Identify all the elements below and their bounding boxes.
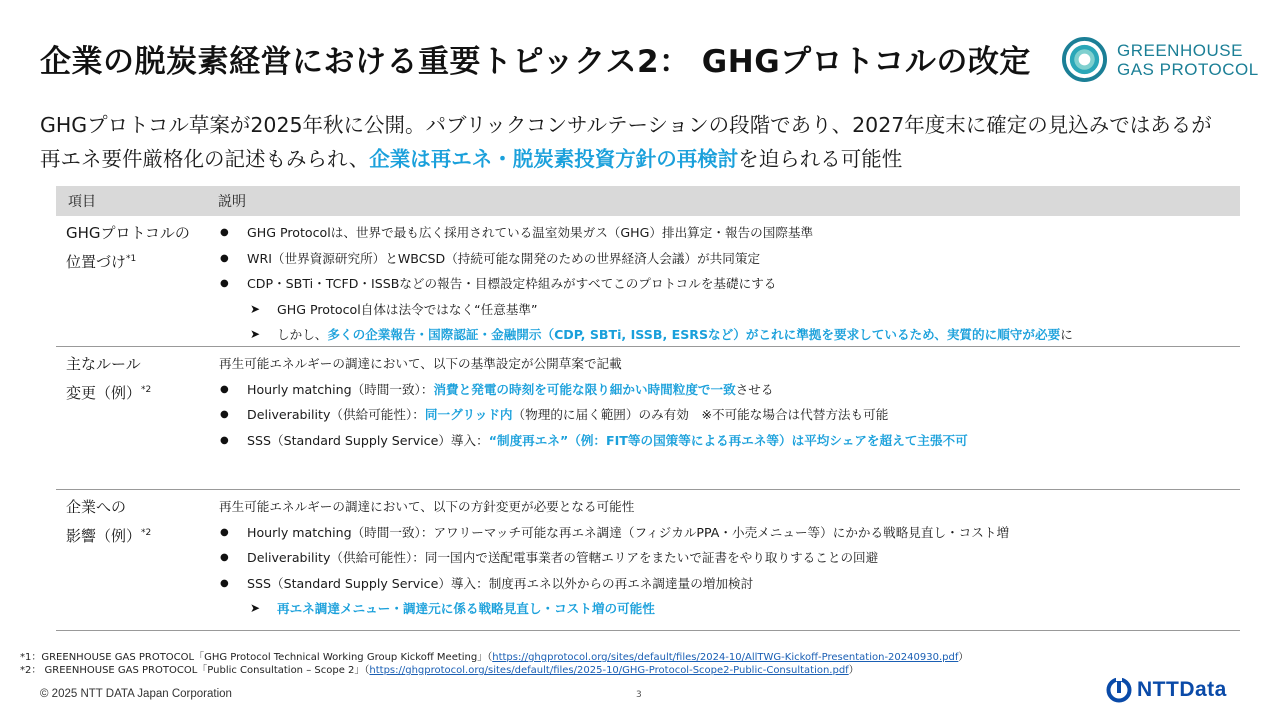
list-item: ● GHG Protocolは、世界で最も広く採用されている温室効果ガス（GHG）排出算定・報告の国際基準 — [219, 220, 1240, 246]
sub-item-highlight: 多くの企業報告・国際認証・金融開示（CDP, SBTi, ISSB, ESRSなど）がこれに準拠を要求しているため、実質的に順守が必要 — [327, 327, 1061, 342]
footnote-2 — [20, 661, 859, 676]
copyright: © 2025 NTT DATA Japan Corporation — [40, 688, 232, 700]
item-highlight: 同一グリッド内 — [424, 407, 513, 422]
page-number: 3 — [636, 690, 642, 700]
sub-list-item — [219, 322, 1240, 348]
item-highlight: 消費と発電の時刻を可能な限り細かい時間粒度で一致 — [433, 381, 736, 397]
logo-text-line2: GAS PROTOCOL — [1117, 59, 1259, 79]
footnote-link[interactable]: https://ghgprotocol.org/sites/default/files/2024-10/AllTWG-Kickoff-Presentation-20240930.pdf — [492, 652, 959, 663]
list-item: ● Deliverability（供給可能性）：同一国内で送配電事業者の管轄エリアをまたいで証書をやり取りすることの回避 — [219, 545, 1240, 571]
topics-table — [56, 186, 1240, 631]
category-line1: 企業への — [66, 498, 127, 516]
footnote-ref: *2 — [141, 385, 152, 395]
row-category — [66, 494, 151, 549]
brand-wordmark: NTTData — [1137, 678, 1227, 701]
row-category — [66, 220, 190, 275]
lead-line2 — [40, 142, 1240, 176]
lead-paragraph — [40, 108, 1240, 176]
row-description — [219, 494, 1240, 622]
row-category — [66, 351, 151, 406]
sub-item-text: GHG Protocol自体は法令ではなく“任意基準” — [277, 301, 538, 317]
list-item — [219, 428, 1240, 454]
lead-line2-end: を迫られる可能性 — [738, 147, 903, 171]
table-header — [56, 186, 1240, 216]
sub-list-item — [219, 297, 1240, 323]
header-description: 説明 — [218, 194, 246, 210]
item-text: SSS（Standard Supply Service）導入： — [247, 432, 489, 448]
lead-line2-text: 再エネ要件厳格化の記述もみられ、 — [40, 147, 370, 171]
row-description — [219, 220, 1240, 348]
category-line2: 影響（例） — [66, 527, 142, 545]
sub-item-highlight: 再エネ調達メニュー・調達元に係る戦略見直し・コスト増の可能性 — [277, 601, 655, 616]
sub-list-item — [219, 596, 1240, 622]
footnote-link[interactable]: https://ghgprotocol.org/sites/default/files/2025-10/GHG-Protocol-Scope2-Public-Consultation.pdf — [369, 665, 849, 676]
category-line1: GHGプロトコルの — [66, 224, 190, 242]
ghg-logo-icon — [1062, 37, 1107, 82]
list-item — [219, 377, 1240, 403]
item-end: （物理的に届く範囲）のみ有効 ※不可能な場合は代替方法も可能 — [512, 407, 889, 422]
item-text: Deliverability（供給可能性）： — [247, 407, 425, 422]
lead-highlight: 企業は再エネ・脱炭素投資方針の再検討 — [369, 147, 739, 171]
row-intro: 再生可能エネルギーの調達において、以下の基準設定が公開草案で記載 — [219, 356, 622, 371]
ghg-protocol-logo — [1062, 37, 1259, 82]
footnote-end: ） — [848, 665, 859, 676]
item-text: Hourly matching（時間一致）： — [247, 381, 434, 397]
arrowhead-icon: ➤ — [250, 601, 261, 615]
arrowhead-icon: ➤ — [250, 327, 261, 341]
sub-item-text: しかし、 — [277, 327, 328, 342]
table-row — [56, 490, 1240, 631]
footnote-end: ） — [958, 652, 969, 663]
footnote-text: *1：GREENHOUSE GAS PROTOCOL「GHG Protocol Technical Working Group Kickoff Meeting」（ — [20, 652, 493, 663]
list-item: ● CDP・SBTi・TCFD・ISSBなどの報告・目標設定枠組みがすべてこのプロトコルを基礎にする — [219, 271, 1240, 297]
table-row — [56, 216, 1240, 347]
ntt-data-logo — [1106, 677, 1227, 703]
table-row — [56, 347, 1240, 490]
lead-line1: GHGプロトコル草案が2025年秋に公開。パブリックコンサルテーションの段階であり、2027年度末に確定の見込みではあるが — [40, 113, 1212, 137]
category-line1: 主なルール — [66, 355, 141, 373]
ntt-data-logo-icon — [1106, 677, 1132, 703]
item-highlight: “制度再エネ”（例：FIT等の国策等による再エネ等）は平均シェアを超えて主張不可 — [488, 432, 968, 448]
sub-item-end: に — [1060, 327, 1073, 342]
item-end: させる — [735, 381, 774, 397]
arrowhead-icon: ➤ — [250, 301, 261, 316]
category-line2: 変更（例） — [66, 384, 142, 402]
logo-text-line1: GREENHOUSE — [1117, 40, 1243, 60]
slide-title: 企業の脱炭素経営における重要トピックス2： GHGプロトコルの改定 — [40, 44, 1031, 80]
footnote-ref: *2 — [141, 528, 152, 538]
row-description — [219, 351, 1240, 453]
list-item — [219, 402, 1240, 428]
header-item: 項目 — [68, 194, 96, 210]
category-line2: 位置づけ — [66, 253, 127, 271]
list-item: ● WRI（世界資源研究所）とWBCSD（持続可能な開発のための世界経済人会議）が共同策定 — [219, 246, 1240, 272]
footnote-ref: *1 — [126, 254, 137, 264]
row-intro: 再生可能エネルギーの調達において、以下の方針変更が必要となる可能性 — [219, 499, 635, 514]
list-item: ● SSS（Standard Supply Service）導入：制度再エネ以外からの再エネ調達量の増加検討 — [219, 571, 1240, 597]
list-item: ● Hourly matching（時間一致）：アワリーマッチ可能な再エネ調達（フィジカルPPA・小売メニュー等）にかかる戦略見直し・コスト増 — [219, 520, 1240, 546]
footnote-text: *2： GREENHOUSE GAS PROTOCOL「Public Consultation – Scope 2」（ — [20, 665, 370, 676]
